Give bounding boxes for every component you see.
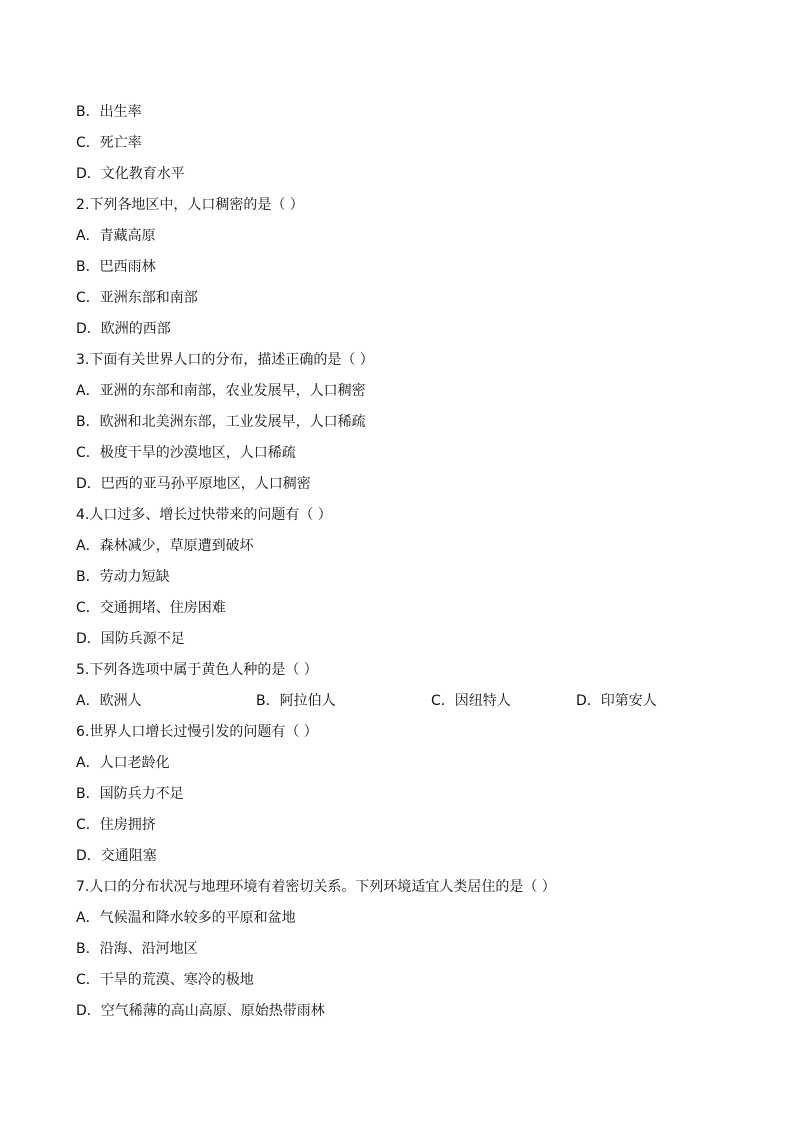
q7-option-a: A．气候温和降水较多的平原和盆地 xyxy=(76,910,296,926)
q5-option-c: C．因纽特人 xyxy=(431,693,511,709)
q2-option-a: A．青藏高原 xyxy=(76,228,156,244)
q6-option-c: C．住房拥挤 xyxy=(76,817,156,833)
q5-option-a: A．欧洲人 xyxy=(76,693,142,709)
option-b-q1: B．出生率 xyxy=(76,104,142,120)
question-5: 5.下列各选项中属于黄色人种的是（ ） xyxy=(76,662,318,678)
q2-option-c: C．亚洲东部和南部 xyxy=(76,290,198,306)
q3-option-a: A．亚洲的东部和南部，农业发展早，人口稠密 xyxy=(76,383,366,399)
q3-option-c: C．极度干旱的沙漠地区，人口稀疏 xyxy=(76,445,296,461)
q2-option-d: D．欧洲的西部 xyxy=(76,321,171,337)
q7-option-c: C．干旱的荒漠、寒冷的极地 xyxy=(76,972,254,988)
q5-options-row xyxy=(76,689,716,720)
q6-option-b: B．国防兵力不足 xyxy=(76,786,184,802)
question-list xyxy=(76,100,716,1030)
q5-option-d: D．印第安人 xyxy=(576,693,657,709)
option-d-q1: D．文化教育水平 xyxy=(76,166,185,182)
question-7: 7.人口的分布状况与地理环境有着密切关系。下列环境适宜人类居住的是（ ） xyxy=(76,879,556,895)
q7-option-b: B．沿海、沿河地区 xyxy=(76,941,198,957)
q7-option-d: D．空气稀薄的高山高原、原始热带雨林 xyxy=(76,1003,325,1019)
q3-option-d: D．巴西的亚马孙平原地区，人口稠密 xyxy=(76,476,311,492)
question-3: 3.下面有关世界人口的分布，描述正确的是（ ） xyxy=(76,352,374,368)
q4-option-d: D．国防兵源不足 xyxy=(76,631,185,647)
q2-option-b: B．巴西雨林 xyxy=(76,259,156,275)
q5-option-b: B．阿拉伯人 xyxy=(256,693,336,709)
q4-option-b: B．劳动力短缺 xyxy=(76,569,170,585)
question-4: 4.人口过多、增长过快带来的问题有（ ） xyxy=(76,507,332,523)
q6-option-d: D．交通阻塞 xyxy=(76,848,157,864)
q4-option-c: C．交通拥堵、住房困难 xyxy=(76,600,226,616)
question-2: 2.下列各地区中，人口稠密的是（ ） xyxy=(76,197,304,213)
q3-option-b: B．欧洲和北美洲东部，工业发展早，人口稀疏 xyxy=(76,414,366,430)
q4-option-a: A．森林减少，草原遭到破坏 xyxy=(76,538,254,554)
q6-option-a: A．人口老龄化 xyxy=(76,755,170,771)
option-c-q1: C．死亡率 xyxy=(76,135,142,151)
question-6: 6.世界人口增长过慢引发的问题有（ ） xyxy=(76,724,318,740)
